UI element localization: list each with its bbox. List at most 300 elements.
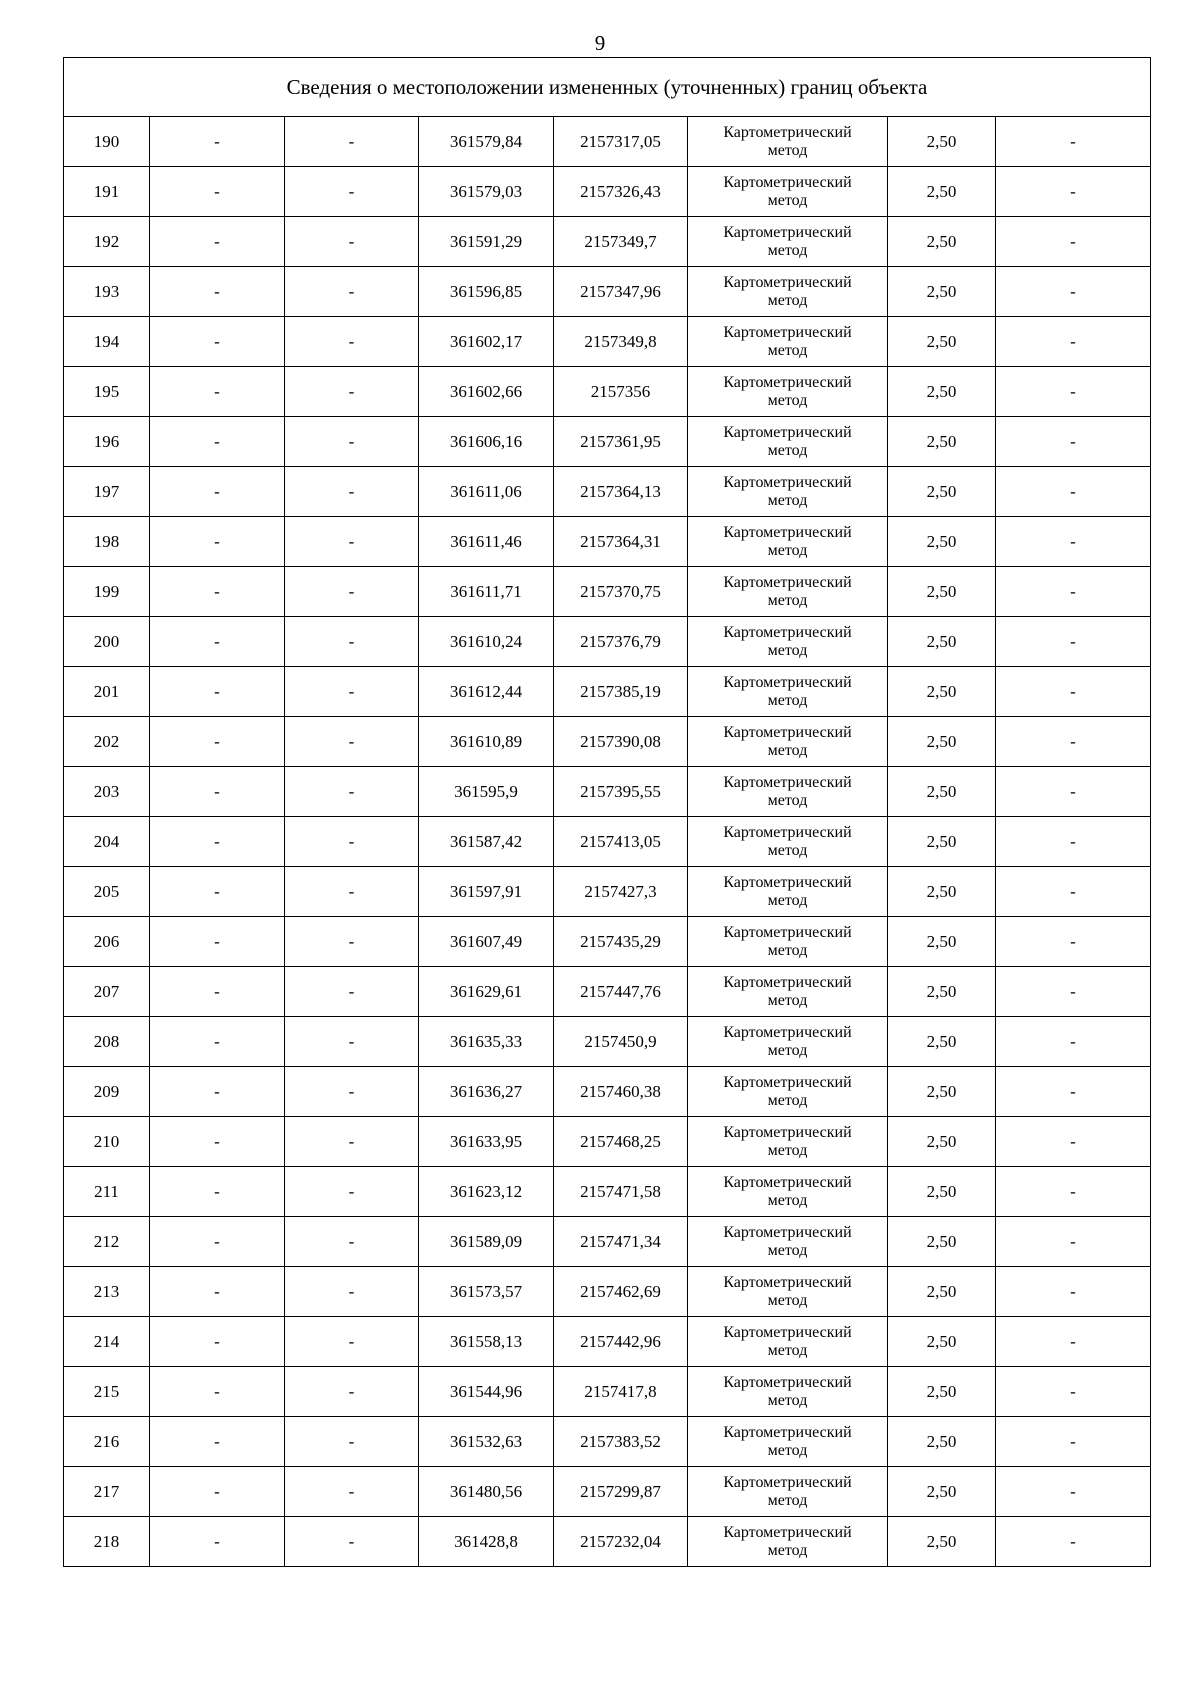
y-coordinate-cell: 2157471,58 [554, 1167, 688, 1217]
empty-value-cell: - [285, 967, 419, 1017]
accuracy-cell: 2,50 [888, 1317, 996, 1367]
y-coordinate-cell: 2157390,08 [554, 717, 688, 767]
y-coordinate-cell: 2157468,25 [554, 1117, 688, 1167]
accuracy-cell: 2,50 [888, 1367, 996, 1417]
accuracy-cell: 2,50 [888, 317, 996, 367]
method-line-2: метод [767, 1341, 808, 1359]
empty-value-cell: - [285, 567, 419, 617]
method-line-2: метод [767, 441, 808, 459]
empty-value-cell: - [285, 717, 419, 767]
accuracy-cell: 2,50 [888, 1017, 996, 1067]
point-number-cell: 213 [64, 1267, 150, 1317]
point-number-cell: 209 [64, 1067, 150, 1117]
empty-value-cell: - [996, 417, 1151, 467]
empty-value-cell: - [150, 1117, 285, 1167]
y-coordinate-cell: 2157385,19 [554, 667, 688, 717]
table-row [64, 1017, 1151, 1067]
y-coordinate-cell: 2157317,05 [554, 117, 688, 167]
empty-value-cell: - [285, 817, 419, 867]
method-line-2: метод [767, 641, 808, 659]
empty-value-cell: - [285, 1117, 419, 1167]
method-line-2: метод [767, 1441, 808, 1459]
method-line-2: метод [767, 341, 808, 359]
table-row [64, 217, 1151, 267]
accuracy-cell: 2,50 [888, 567, 996, 617]
empty-value-cell: - [150, 367, 285, 417]
empty-value-cell: - [285, 1417, 419, 1467]
y-coordinate-cell: 2157395,55 [554, 767, 688, 817]
x-coordinate-cell: 361480,56 [419, 1467, 554, 1517]
method-line-2: метод [767, 1541, 808, 1559]
accuracy-cell: 2,50 [888, 267, 996, 317]
y-coordinate-cell: 2157364,31 [554, 517, 688, 567]
table-row [64, 1517, 1151, 1567]
x-coordinate-cell: 361636,27 [419, 1067, 554, 1117]
y-coordinate-cell: 2157435,29 [554, 917, 688, 967]
y-coordinate-cell: 2157462,69 [554, 1267, 688, 1317]
method-line-1: Картометрический [723, 1273, 852, 1291]
method-cell [688, 1417, 888, 1467]
point-number-cell: 201 [64, 667, 150, 717]
table-row [64, 667, 1151, 717]
table-row [64, 817, 1151, 867]
method-line-1: Картометрический [723, 723, 852, 741]
empty-value-cell: - [285, 1317, 419, 1367]
point-number-cell: 199 [64, 567, 150, 617]
empty-value-cell: - [150, 817, 285, 867]
empty-value-cell: - [150, 517, 285, 567]
method-line-1: Картометрический [723, 173, 852, 191]
method-line-2: метод [767, 791, 808, 809]
table-title-row [64, 58, 1151, 117]
method-line-2: метод [767, 1091, 808, 1109]
y-coordinate-cell: 2157361,95 [554, 417, 688, 467]
method-line-1: Картометрический [723, 1223, 852, 1241]
method-cell [688, 1067, 888, 1117]
table-row [64, 267, 1151, 317]
empty-value-cell: - [285, 217, 419, 267]
empty-value-cell: - [996, 967, 1151, 1017]
empty-value-cell: - [996, 117, 1151, 167]
empty-value-cell: - [285, 267, 419, 317]
empty-value-cell: - [150, 917, 285, 967]
method-line-1: Картометрический [723, 573, 852, 591]
method-cell [688, 1167, 888, 1217]
empty-value-cell: - [996, 1067, 1151, 1117]
empty-value-cell: - [150, 567, 285, 617]
x-coordinate-cell: 361610,24 [419, 617, 554, 667]
y-coordinate-cell: 2157413,05 [554, 817, 688, 867]
accuracy-cell: 2,50 [888, 817, 996, 867]
method-line-2: метод [767, 591, 808, 609]
x-coordinate-cell: 361573,57 [419, 1267, 554, 1317]
table-body [64, 58, 1151, 1567]
y-coordinate-cell: 2157460,38 [554, 1067, 688, 1117]
method-line-1: Картометрический [723, 1023, 852, 1041]
accuracy-cell: 2,50 [888, 917, 996, 967]
accuracy-cell: 2,50 [888, 367, 996, 417]
empty-value-cell: - [150, 967, 285, 1017]
empty-value-cell: - [150, 867, 285, 917]
empty-value-cell: - [150, 1467, 285, 1517]
accuracy-cell: 2,50 [888, 617, 996, 667]
empty-value-cell: - [285, 1467, 419, 1517]
method-line-2: метод [767, 941, 808, 959]
empty-value-cell: - [285, 1017, 419, 1067]
empty-value-cell: - [150, 417, 285, 467]
method-line-1: Картометрический [723, 1323, 852, 1341]
method-line-2: метод [767, 1391, 808, 1409]
method-line-2: метод [767, 191, 808, 209]
y-coordinate-cell: 2157299,87 [554, 1467, 688, 1517]
empty-value-cell: - [996, 367, 1151, 417]
table-row [64, 467, 1151, 517]
method-line-2: метод [767, 241, 808, 259]
empty-value-cell: - [150, 617, 285, 667]
empty-value-cell: - [996, 267, 1151, 317]
method-cell [688, 1267, 888, 1317]
method-cell [688, 1017, 888, 1067]
accuracy-cell: 2,50 [888, 667, 996, 717]
point-number-cell: 192 [64, 217, 150, 267]
point-number-cell: 211 [64, 1167, 150, 1217]
point-number-cell: 196 [64, 417, 150, 467]
method-line-1: Картометрический [723, 873, 852, 891]
x-coordinate-cell: 361629,61 [419, 967, 554, 1017]
table-row [64, 117, 1151, 167]
method-cell [688, 1217, 888, 1267]
x-coordinate-cell: 361596,85 [419, 267, 554, 317]
empty-value-cell: - [285, 167, 419, 217]
method-line-2: метод [767, 841, 808, 859]
table-row [64, 1317, 1151, 1367]
x-coordinate-cell: 361587,42 [419, 817, 554, 867]
method-cell [688, 1117, 888, 1167]
x-coordinate-cell: 361544,96 [419, 1367, 554, 1417]
empty-value-cell: - [285, 867, 419, 917]
empty-value-cell: - [150, 317, 285, 367]
x-coordinate-cell: 361591,29 [419, 217, 554, 267]
empty-value-cell: - [150, 1217, 285, 1267]
method-line-2: метод [767, 491, 808, 509]
table-row [64, 1367, 1151, 1417]
accuracy-cell: 2,50 [888, 717, 996, 767]
point-number-cell: 205 [64, 867, 150, 917]
empty-value-cell: - [150, 1267, 285, 1317]
empty-value-cell: - [996, 517, 1151, 567]
method-line-1: Картометрический [723, 773, 852, 791]
x-coordinate-cell: 361589,09 [419, 1217, 554, 1267]
x-coordinate-cell: 361635,33 [419, 1017, 554, 1067]
y-coordinate-cell: 2157349,7 [554, 217, 688, 267]
point-number-cell: 218 [64, 1517, 150, 1567]
x-coordinate-cell: 361610,89 [419, 717, 554, 767]
method-line-2: метод [767, 691, 808, 709]
empty-value-cell: - [996, 917, 1151, 967]
x-coordinate-cell: 361633,95 [419, 1117, 554, 1167]
method-cell [688, 717, 888, 767]
table-row [64, 1467, 1151, 1517]
x-coordinate-cell: 361611,71 [419, 567, 554, 617]
method-line-1: Картометрический [723, 273, 852, 291]
y-coordinate-cell: 2157364,13 [554, 467, 688, 517]
table-row [64, 567, 1151, 617]
table-row [64, 867, 1151, 917]
empty-value-cell: - [996, 817, 1151, 867]
method-line-1: Картометрический [723, 1123, 852, 1141]
point-number-cell: 217 [64, 1467, 150, 1517]
method-cell [688, 517, 888, 567]
accuracy-cell: 2,50 [888, 517, 996, 567]
method-line-2: метод [767, 1191, 808, 1209]
method-cell [688, 767, 888, 817]
accuracy-cell: 2,50 [888, 117, 996, 167]
table-row [64, 1117, 1151, 1167]
empty-value-cell: - [285, 617, 419, 667]
method-cell [688, 467, 888, 517]
y-coordinate-cell: 2157442,96 [554, 1317, 688, 1367]
empty-value-cell: - [150, 1367, 285, 1417]
method-line-2: метод [767, 1041, 808, 1059]
empty-value-cell: - [996, 717, 1151, 767]
method-cell [688, 167, 888, 217]
accuracy-cell: 2,50 [888, 1417, 996, 1467]
method-line-2: метод [767, 291, 808, 309]
accuracy-cell: 2,50 [888, 1117, 996, 1167]
empty-value-cell: - [285, 917, 419, 967]
method-line-2: метод [767, 741, 808, 759]
method-cell [688, 117, 888, 167]
method-line-1: Картометрический [723, 223, 852, 241]
method-line-2: метод [767, 891, 808, 909]
method-line-1: Картометрический [723, 323, 852, 341]
table-row [64, 417, 1151, 467]
y-coordinate-cell: 2157326,43 [554, 167, 688, 217]
empty-value-cell: - [285, 1267, 419, 1317]
empty-value-cell: - [285, 1517, 419, 1567]
empty-value-cell: - [150, 1517, 285, 1567]
empty-value-cell: - [150, 717, 285, 767]
empty-value-cell: - [285, 1217, 419, 1267]
empty-value-cell: - [996, 167, 1151, 217]
y-coordinate-cell: 2157427,3 [554, 867, 688, 917]
point-number-cell: 206 [64, 917, 150, 967]
method-line-2: метод [767, 541, 808, 559]
table-row [64, 917, 1151, 967]
point-number-cell: 203 [64, 767, 150, 817]
x-coordinate-cell: 361611,46 [419, 517, 554, 567]
method-cell [688, 1467, 888, 1517]
empty-value-cell: - [285, 467, 419, 517]
point-number-cell: 215 [64, 1367, 150, 1417]
empty-value-cell: - [150, 217, 285, 267]
point-number-cell: 204 [64, 817, 150, 867]
y-coordinate-cell: 2157417,8 [554, 1367, 688, 1417]
y-coordinate-cell: 2157376,79 [554, 617, 688, 667]
empty-value-cell: - [996, 1217, 1151, 1267]
empty-value-cell: - [996, 567, 1151, 617]
point-number-cell: 214 [64, 1317, 150, 1367]
method-line-1: Картометрический [723, 1473, 852, 1491]
method-cell [688, 1517, 888, 1567]
accuracy-cell: 2,50 [888, 167, 996, 217]
y-coordinate-cell: 2157450,9 [554, 1017, 688, 1067]
empty-value-cell: - [150, 117, 285, 167]
empty-value-cell: - [285, 1167, 419, 1217]
method-cell [688, 1367, 888, 1417]
method-cell [688, 367, 888, 417]
method-cell [688, 267, 888, 317]
table-row [64, 967, 1151, 1017]
empty-value-cell: - [285, 1367, 419, 1417]
empty-value-cell: - [150, 267, 285, 317]
method-line-1: Картометрический [723, 923, 852, 941]
empty-value-cell: - [150, 1067, 285, 1117]
y-coordinate-cell: 2157383,52 [554, 1417, 688, 1467]
method-cell [688, 317, 888, 367]
x-coordinate-cell: 361595,9 [419, 767, 554, 817]
x-coordinate-cell: 361532,63 [419, 1417, 554, 1467]
accuracy-cell: 2,50 [888, 217, 996, 267]
empty-value-cell: - [150, 1167, 285, 1217]
empty-value-cell: - [996, 617, 1151, 667]
method-cell [688, 567, 888, 617]
method-line-2: метод [767, 141, 808, 159]
method-line-1: Картометрический [723, 123, 852, 141]
method-line-1: Картометрический [723, 1423, 852, 1441]
method-line-2: метод [767, 391, 808, 409]
method-line-1: Картометрический [723, 1073, 852, 1091]
method-line-1: Картометрический [723, 373, 852, 391]
method-line-1: Картометрический [723, 523, 852, 541]
x-coordinate-cell: 361558,13 [419, 1317, 554, 1367]
method-cell [688, 917, 888, 967]
table-row [64, 1267, 1151, 1317]
empty-value-cell: - [150, 467, 285, 517]
x-coordinate-cell: 361602,17 [419, 317, 554, 367]
empty-value-cell: - [285, 117, 419, 167]
method-cell [688, 1317, 888, 1367]
empty-value-cell: - [996, 1517, 1151, 1567]
y-coordinate-cell: 2157370,75 [554, 567, 688, 617]
empty-value-cell: - [996, 217, 1151, 267]
empty-value-cell: - [996, 767, 1151, 817]
point-number-cell: 208 [64, 1017, 150, 1067]
point-number-cell: 191 [64, 167, 150, 217]
x-coordinate-cell: 361607,49 [419, 917, 554, 967]
empty-value-cell: - [996, 317, 1151, 367]
x-coordinate-cell: 361623,12 [419, 1167, 554, 1217]
x-coordinate-cell: 361612,44 [419, 667, 554, 717]
point-number-cell: 212 [64, 1217, 150, 1267]
point-number-cell: 202 [64, 717, 150, 767]
empty-value-cell: - [996, 1117, 1151, 1167]
x-coordinate-cell: 361606,16 [419, 417, 554, 467]
accuracy-cell: 2,50 [888, 1217, 996, 1267]
accuracy-cell: 2,50 [888, 1067, 996, 1117]
empty-value-cell: - [150, 667, 285, 717]
page-number: 9 [594, 31, 606, 55]
empty-value-cell: - [996, 467, 1151, 517]
point-number-cell: 190 [64, 117, 150, 167]
empty-value-cell: - [996, 1167, 1151, 1217]
method-line-1: Картометрический [723, 973, 852, 991]
table-row [64, 1067, 1151, 1117]
method-line-2: метод [767, 1491, 808, 1509]
point-number-cell: 195 [64, 367, 150, 417]
method-line-1: Картометрический [723, 673, 852, 691]
accuracy-cell: 2,50 [888, 1167, 996, 1217]
accuracy-cell: 2,50 [888, 967, 996, 1017]
empty-value-cell: - [150, 1017, 285, 1067]
x-coordinate-cell: 361579,84 [419, 117, 554, 167]
boundary-coordinates-table [63, 57, 1151, 1567]
method-line-1: Картометрический [723, 1173, 852, 1191]
empty-value-cell: - [285, 517, 419, 567]
table-row [64, 167, 1151, 217]
accuracy-cell: 2,50 [888, 1517, 996, 1567]
empty-value-cell: - [285, 767, 419, 817]
method-line-2: метод [767, 1241, 808, 1259]
table-row [64, 717, 1151, 767]
point-number-cell: 197 [64, 467, 150, 517]
table-row [64, 317, 1151, 367]
empty-value-cell: - [996, 1267, 1151, 1317]
point-number-cell: 194 [64, 317, 150, 367]
empty-value-cell: - [996, 1367, 1151, 1417]
y-coordinate-cell: 2157471,34 [554, 1217, 688, 1267]
point-number-cell: 216 [64, 1417, 150, 1467]
empty-value-cell: - [996, 667, 1151, 717]
empty-value-cell: - [285, 1067, 419, 1117]
method-line-1: Картометрический [723, 423, 852, 441]
accuracy-cell: 2,50 [888, 1267, 996, 1317]
table-row [64, 1417, 1151, 1467]
empty-value-cell: - [285, 317, 419, 367]
point-number-cell: 207 [64, 967, 150, 1017]
accuracy-cell: 2,50 [888, 867, 996, 917]
table-row [64, 1217, 1151, 1267]
table-title: Сведения о местоположении измененных (уточненных) границ объекта [64, 58, 1151, 117]
table-row [64, 517, 1151, 567]
method-line-1: Картометрический [723, 473, 852, 491]
method-line-1: Картометрический [723, 823, 852, 841]
accuracy-cell: 2,50 [888, 417, 996, 467]
empty-value-cell: - [150, 1317, 285, 1367]
method-cell [688, 417, 888, 467]
empty-value-cell: - [285, 417, 419, 467]
empty-value-cell: - [285, 367, 419, 417]
method-cell [688, 867, 888, 917]
x-coordinate-cell: 361428,8 [419, 1517, 554, 1567]
y-coordinate-cell: 2157232,04 [554, 1517, 688, 1567]
empty-value-cell: - [996, 1417, 1151, 1467]
x-coordinate-cell: 361611,06 [419, 467, 554, 517]
table-row [64, 367, 1151, 417]
y-coordinate-cell: 2157347,96 [554, 267, 688, 317]
method-line-2: метод [767, 1291, 808, 1309]
method-cell [688, 817, 888, 867]
point-number-cell: 210 [64, 1117, 150, 1167]
accuracy-cell: 2,50 [888, 1467, 996, 1517]
y-coordinate-cell: 2157356 [554, 367, 688, 417]
method-line-1: Картометрический [723, 1523, 852, 1541]
y-coordinate-cell: 2157349,8 [554, 317, 688, 367]
method-line-2: метод [767, 1141, 808, 1159]
empty-value-cell: - [996, 867, 1151, 917]
table-row [64, 617, 1151, 667]
method-line-1: Картометрический [723, 623, 852, 641]
